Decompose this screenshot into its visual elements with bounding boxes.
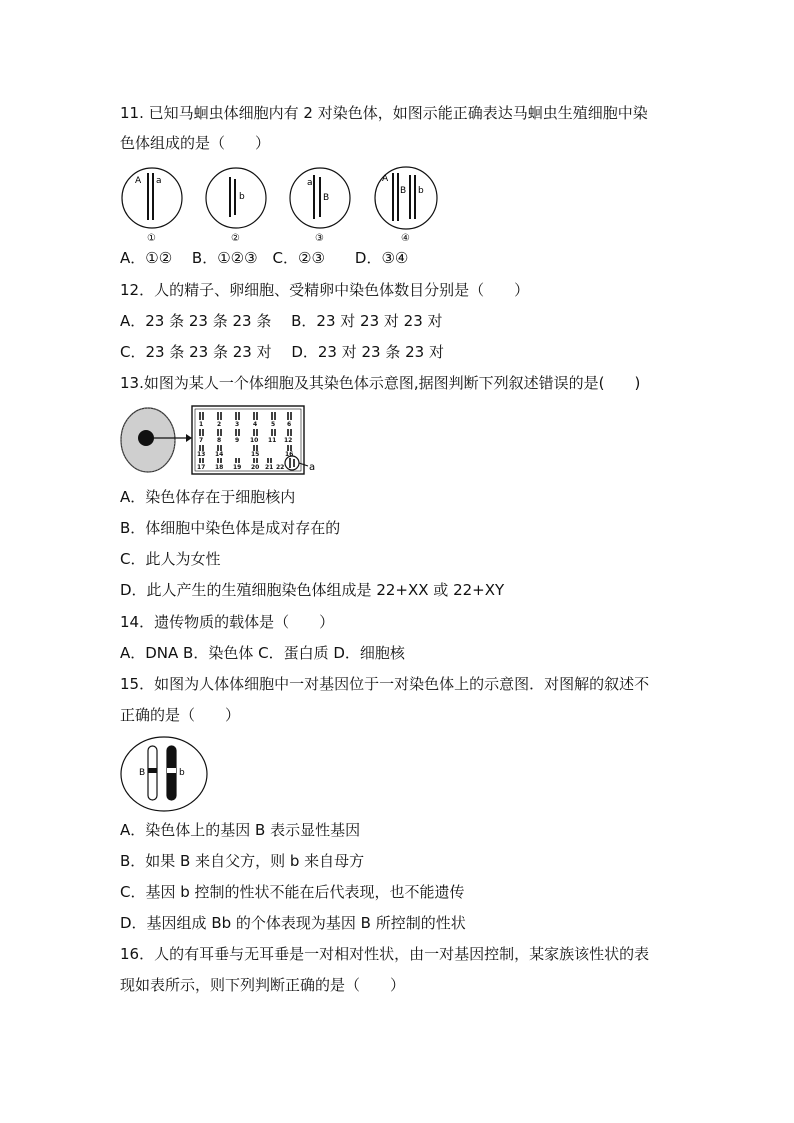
q15-label-b: b xyxy=(179,768,185,778)
q13-num: 2 xyxy=(217,421,222,428)
q13-num: 14 xyxy=(215,451,224,458)
q11-c2-label-b: b xyxy=(239,192,245,202)
q11-c2-number: ② xyxy=(231,233,240,243)
q13-label-a: a xyxy=(309,462,316,473)
q11-options: A．①② B．①②③ C．②③ D．③④ xyxy=(120,249,409,267)
q11-circle-1 xyxy=(122,168,182,243)
q11-stem-line2: 色体组成的是（ ） xyxy=(120,134,271,152)
q13-num: 10 xyxy=(250,437,259,444)
q11-c4-label-A: A xyxy=(382,174,389,184)
q15-option-b: B．如果 B 来自父方，则 b 来自母方 xyxy=(120,852,365,870)
q11-circle-3 xyxy=(290,168,350,243)
q15-stem-line2: 正确的是（ ） xyxy=(120,706,241,724)
q13-num: 5 xyxy=(271,421,276,428)
q12-options-line1: A．23 条 23 条 23 条 B．23 对 23 对 23 对 xyxy=(120,312,443,330)
q15-label-B: B xyxy=(139,768,146,778)
q16-stem-line1: 16．人的有耳垂与无耳垂是一对相对性状，由一对基因控制，某家族该性状的表 xyxy=(120,945,650,963)
q11-c3-number: ③ xyxy=(315,233,324,243)
q13-num: 12 xyxy=(284,437,293,444)
q13-num: 7 xyxy=(199,437,204,444)
q13-num: 21 xyxy=(265,464,274,471)
q13-num: 1 xyxy=(199,421,204,428)
q13-num: 20 xyxy=(251,464,260,471)
q15-option-c: C．基因 b 控制的性状不能在后代表现，也不能遗传 xyxy=(120,883,465,901)
q14-stem: 14．遗传物质的载体是（ ） xyxy=(120,613,335,631)
q11-c4-number: ④ xyxy=(401,233,410,243)
q11-circle-2 xyxy=(206,168,266,243)
q13-num: 8 xyxy=(217,437,222,444)
q11-c3-label-a: a xyxy=(307,178,313,188)
q13-num: 18 xyxy=(215,464,224,471)
q15-option-d: D．基因组成 Bb 的个体表现为基因 B 所控制的性状 xyxy=(120,914,466,932)
q13-num: 19 xyxy=(233,464,242,471)
q15-gene-pair-figure xyxy=(118,734,210,814)
q13-num: 3 xyxy=(235,421,240,428)
q11-c1-number: ① xyxy=(147,233,156,243)
q13-num: 15 xyxy=(251,451,260,458)
q13-num: 6 xyxy=(287,421,292,428)
q11-stem-line1: 11. 已知马蛔虫体细胞内有 2 对染色体，如图示能正确表达马蛔虫生殖细胞中染 xyxy=(120,104,648,122)
q11-c1-label-A: A xyxy=(135,176,142,186)
q16-stem-line2: 现如表所示，则下列判断正确的是（ ） xyxy=(120,976,406,994)
q13-karyotype-figure xyxy=(118,400,328,480)
q11-c1-label-a: a xyxy=(156,176,162,186)
q13-num: 4 xyxy=(253,421,258,428)
q13-num: 17 xyxy=(197,464,206,471)
q11-circle-4 xyxy=(375,167,437,243)
q15-stem-line1: 15．如图为人体体细胞中一对基因位于一对染色体上的示意图．对图解的叙述不 xyxy=(120,675,650,693)
q11-chromosome-figure xyxy=(118,165,448,243)
q15-option-a: A．染色体上的基因 B 表示显性基因 xyxy=(120,821,361,839)
q13-num: 22 xyxy=(276,464,285,471)
q13-option-c: C．此人为女性 xyxy=(120,550,221,568)
q13-num: 9 xyxy=(235,437,240,444)
q13-nucleus xyxy=(138,430,154,446)
q13-num: 13 xyxy=(197,451,206,458)
q14-options: A．DNA B．染色体 C．蛋白质 D．细胞核 xyxy=(120,644,405,662)
q11-c4-label-B: B xyxy=(400,186,407,196)
q13-num: 11 xyxy=(268,437,277,444)
q12-options-line2: C．23 条 23 条 23 对 D．23 对 23 条 23 对 xyxy=(120,343,444,361)
q13-num: 16 xyxy=(285,451,294,458)
q13-stem: 13.如图为某人一个体细胞及其染色体示意图,据图判断下列叙述错误的是( ) xyxy=(120,374,641,392)
q13-cell xyxy=(121,408,175,472)
q13-option-d: D．此人产生的生殖细胞染色体组成是 22+XX 或 22+XY xyxy=(120,581,505,599)
q11-c4-label-b: b xyxy=(418,186,424,196)
q13-option-a: A．染色体存在于细胞核内 xyxy=(120,488,296,506)
q12-stem: 12．人的精子、卵细胞、受精卵中染色体数目分别是（ ） xyxy=(120,281,530,299)
q13-option-b: B．体细胞中染色体是成对存在的 xyxy=(120,519,341,537)
q11-c3-label-B: B xyxy=(323,193,330,203)
